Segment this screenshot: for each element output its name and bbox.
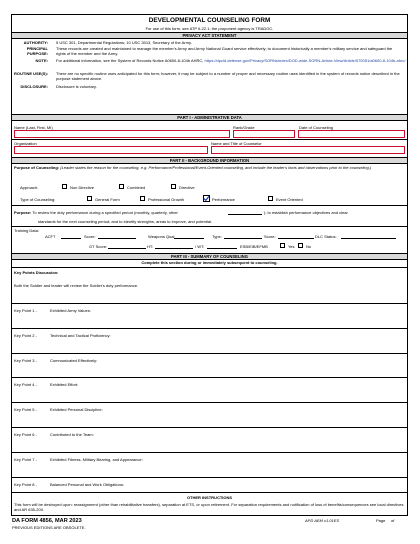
routine-text: There are no specific routine uses anticipated for this form; however, it may be subject to a number of proper and necessary routine uses identified in the system of records notice described in the purpose statement above. xyxy=(56,71,400,81)
esb-yes-label: Yes xyxy=(288,244,295,249)
other-period-field[interactable] xyxy=(228,214,262,215)
part3-subheading: Complete this section during or immediately subsequent to counseling. xyxy=(141,260,278,265)
page-label: Page xyxy=(376,518,386,523)
approach-combined-label: Combined xyxy=(127,185,146,190)
dlc-label: DLC Status: xyxy=(315,234,337,239)
key-points-intro: Both the Soldier and leader will review the Soldier's duty performance. xyxy=(14,283,139,288)
approach-nondirective-checkbox[interactable] xyxy=(62,184,67,189)
type-general-label: General Form xyxy=(95,197,120,202)
esb-no-label: No xyxy=(306,244,312,249)
key-points-label: Key Points Discussion: xyxy=(14,270,59,275)
note-text: For additional information, see the System of Records Notice A0600-8-104b AHRC, https://dpcld.defense.gov/Privacy/SORNsIndex/DOD-wide-SORN-Article-View/Article/570051/a0600-8-104b-ahrc/ xyxy=(56,58,406,63)
type-label: Type of Counseling: xyxy=(20,197,56,202)
privacy-heading: PRIVACY ACT STATEMENT xyxy=(12,32,407,39)
purpose-text: These records are created and maintained to manage the member's Army and Army National Guard service effectively; to document historically a member's military service and safeguard the rights of the member and the Army. xyxy=(56,46,393,56)
part2-heading: PART II - BACKGROUND INFORMATION xyxy=(12,157,407,164)
key-point-label: Key Point 4 - xyxy=(14,382,37,388)
authority-text: 5 USC 301, Departmental Regulations; 10 USC 3013, Secretary of the Army. xyxy=(56,40,192,45)
esb-no-checkbox[interactable] xyxy=(298,243,303,248)
disclosure-text: Disclosure is voluntary. xyxy=(56,84,97,89)
key-point-label: Key Point 6 - xyxy=(14,432,37,437)
part3-heading: PART III - SUMMARY OF COUNSELING xyxy=(12,253,407,260)
type-event-checkbox[interactable] xyxy=(268,196,273,201)
rank-field[interactable] xyxy=(233,130,295,138)
key-point-divider xyxy=(12,402,407,403)
counselor-field[interactable] xyxy=(211,146,405,154)
date-field[interactable] xyxy=(298,130,405,138)
purpose2-line3: standards for the next counseling period; and to identify strengths, areas to improve, and potential. xyxy=(38,219,213,224)
type-event-label: Event Oriented xyxy=(276,197,303,202)
key-point-divider xyxy=(12,328,407,329)
key-point-label: Key Point 8 - xyxy=(14,481,37,487)
key-point-label: Key Point 3 - xyxy=(14,357,37,363)
type-general-checkbox[interactable] xyxy=(87,196,92,201)
approach-directive-checkbox[interactable] xyxy=(171,184,176,189)
training-label: Training Data: xyxy=(14,228,39,233)
type-performance-checkbox[interactable] xyxy=(203,195,210,202)
key-point-text: Exhibited Fitness, Military Bearing, and Appearance: xyxy=(50,456,143,462)
approach-directive-label: Directive xyxy=(179,185,195,190)
key-point-text: Exhibited Personal Discipline: xyxy=(50,407,103,413)
key-point-divider xyxy=(12,477,407,478)
key-point-divider xyxy=(12,377,407,378)
other-text: This form will be destroyed upon: reassignment (other than rehabilitative transfers), separation at ETS, or upon retirement. For separation requirements and notification of loss of benefits/consequences see local directives and AR 635-200. xyxy=(14,502,404,512)
type-performance-label: Performance xyxy=(212,197,235,202)
key-point-text: Communicated Effectively: xyxy=(50,357,98,363)
wt-label: / WT: xyxy=(195,244,205,249)
gt-label: GT Score: xyxy=(89,244,108,249)
other-heading: OTHER INSTRUCTIONS xyxy=(186,495,233,500)
weapons-type-field[interactable] xyxy=(224,238,262,239)
weapons-score-label: Score: xyxy=(264,234,276,239)
org-label: Organization xyxy=(14,141,37,146)
key-point-text: Contributed to the Team: xyxy=(50,432,94,437)
wt-field[interactable] xyxy=(207,248,237,249)
counseling-form xyxy=(11,14,408,516)
form-title: DEVELOPMENTAL COUNSELING FORM xyxy=(148,17,271,24)
approach-label: Approach: xyxy=(20,185,39,190)
key-point-label: Key Point 1 - xyxy=(14,308,37,313)
esb-yes-checkbox[interactable] xyxy=(280,243,285,248)
key-point-divider xyxy=(12,303,407,304)
form-id: DA FORM 4856, MAR 2023 xyxy=(12,518,82,524)
weapons-field[interactable] xyxy=(174,238,204,239)
ht-label: HT: xyxy=(147,244,153,249)
ht-field[interactable] xyxy=(155,248,193,249)
key-point-text: Exhibited Army Values: xyxy=(50,308,91,313)
key-point-label: Key Point 7 - xyxy=(14,456,37,462)
sorn-link[interactable]: https://dpcld.defense.gov/Privacy/SORNsIndex/DOD-wide-SORN-Article-View/Article/570051/a0600-8-104b-ahrc/ xyxy=(204,58,406,63)
key-point-label: Key Point 5 - xyxy=(14,407,37,413)
apd-version: APD AEM v1.01ES xyxy=(305,518,340,523)
key-point-text: Exhibited Effort: xyxy=(50,382,79,388)
esb-label: ESB/EIB/EFMB xyxy=(240,244,268,249)
purpose-of-counseling: Purpose of Counseling: (Leader states the reason for the counseling, e.g. Performance/Professional/Event-Oriented counseling, and include the leader's facts and observations prior to the counseling.) xyxy=(14,165,372,170)
purpose2-line2: ); to establish performance objectives and clear xyxy=(264,210,348,215)
key-point-label: Key Point 2 - xyxy=(14,332,37,338)
previous-editions: PREVIOUS EDITIONS ARE OBSOLETE. xyxy=(12,525,86,530)
name-label: Name (Last, First, MI) xyxy=(14,125,53,130)
page-of-label: of xyxy=(391,518,395,523)
type-professional-checkbox[interactable] xyxy=(140,196,145,201)
gt-field[interactable] xyxy=(108,248,146,249)
key-point-divider xyxy=(12,452,407,453)
counselor-label: Name and Title of Counselor xyxy=(211,141,262,146)
key-point-text: Balanced Personal and Work Obligations: xyxy=(50,481,124,487)
weapons-label: Weapons Qual xyxy=(148,234,175,239)
acft-score-field[interactable] xyxy=(98,238,136,239)
routine-label: ROUTINE USE(S): xyxy=(14,71,48,76)
disclosure-label: DISCLOSURE: xyxy=(20,84,48,89)
name-field[interactable] xyxy=(14,130,230,138)
approach-combined-checkbox[interactable] xyxy=(119,184,124,189)
key-point-text: Technical and Tactical Proficiency: xyxy=(50,332,111,338)
part1-heading: PART I - ADMINISTRATIVE DATA xyxy=(12,114,407,121)
purpose2-line1: Purpose: To review the duty performance during a specified period (monthly, quarterly, other xyxy=(14,210,178,215)
authority-label: AUTHORITY: xyxy=(23,40,48,45)
approach-nondirective-label: Non Directive xyxy=(70,185,95,190)
acft-field[interactable] xyxy=(61,238,81,239)
note-label: NOTE: xyxy=(35,58,48,63)
checkmark-icon xyxy=(203,195,210,202)
weapons-score-field[interactable] xyxy=(278,238,314,239)
acft-label: ACFT xyxy=(45,234,56,239)
dlc-field[interactable] xyxy=(341,238,396,239)
form-subtitle: For use of this form, see ATP 6-22.1; the proponent agency is TRADOC. xyxy=(145,26,274,31)
acft-score-label: Score: xyxy=(84,234,96,239)
date-label: Date of Counseling xyxy=(299,125,334,130)
key-point-divider xyxy=(12,353,407,354)
purpose-label: PRINCIPAL PURPOSE: xyxy=(26,46,48,56)
weapons-type-label: Type: xyxy=(212,234,222,239)
rank-label: Rank/Grade xyxy=(233,125,255,130)
org-field[interactable] xyxy=(14,146,208,154)
key-point-divider xyxy=(12,427,407,428)
type-professional-label: Professional Growth xyxy=(148,197,185,202)
